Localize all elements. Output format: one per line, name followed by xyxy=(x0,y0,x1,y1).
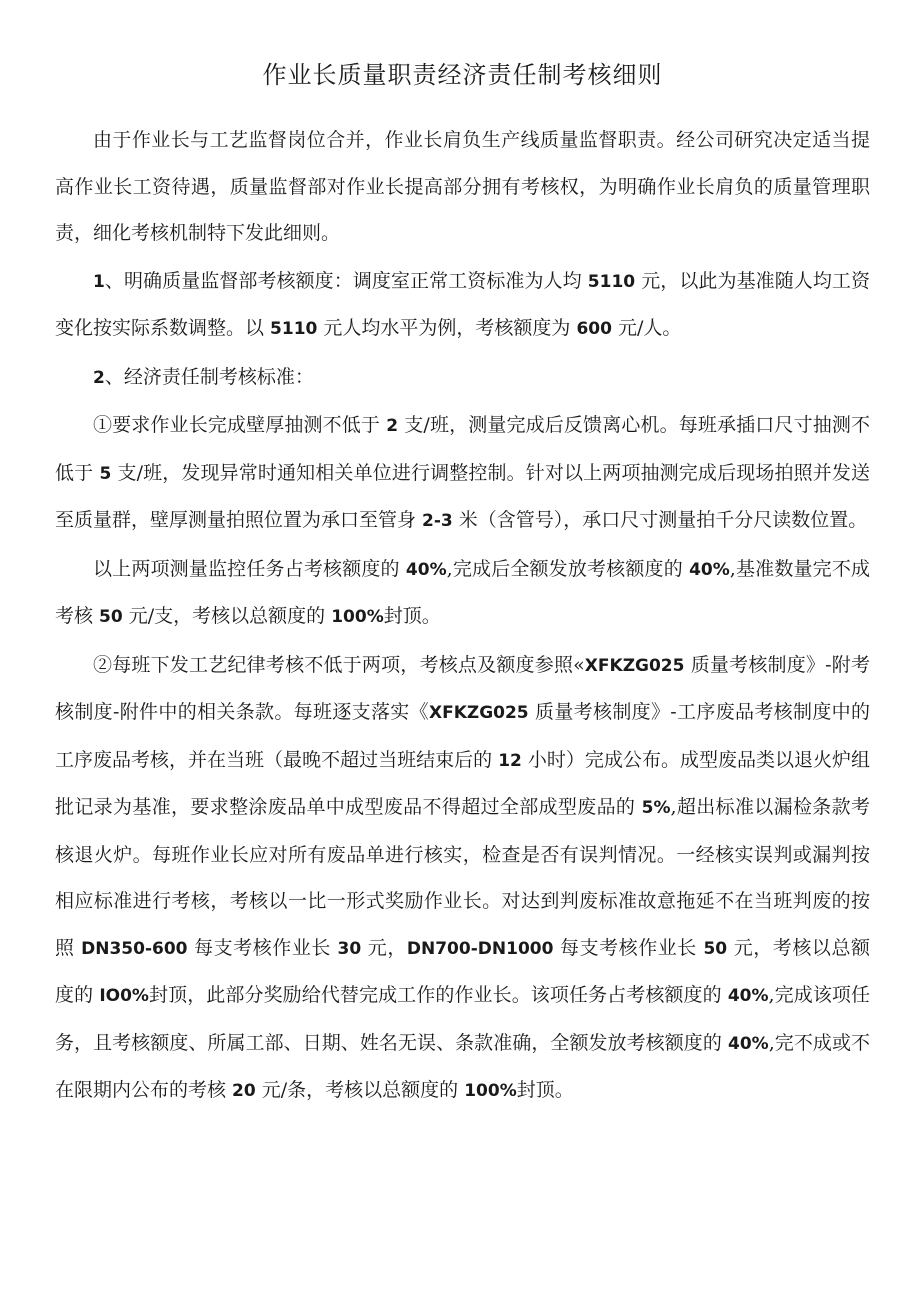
document-body xyxy=(55,117,870,1115)
document-title: 作业长质量职责经济责任制考核细则 xyxy=(262,61,663,89)
intro-paragraph: 由于作业长与工艺监督岗位合并，作业长肩负生产线质量监督职责。经公司研究决定适当提高作业长工资待遇，质量监督部对作业长提高部分拥有考核权，为明确作业长肩负的质量管理职责，细化考核机制特下发此细则。 xyxy=(55,129,870,244)
item-1-weight-paragraph: 以上两项测量监控任务占考核额度的 40%,完成后全额发放考核额度的 40%,基准数量完不成考核 50 元/支，考核以总额度的 100%封顶。 xyxy=(55,557,871,627)
item-2-discipline-paragraph: ②每班下发工艺纪律考核不低于两项，考核点及额度参照«XFKZG025 质量考核制度》-附考核制度-附件中的相关条款。每班逐支落实《XFKZG025 质量考核制度》-工序废品考核制度中的工序废品考核，并在当班（最晚不超过当班结束后的 12 小时）完成公布。成型废品类以退火炉组批记录为基准，要求整涂废品单中成型废品不得超过全部成型废品的 5%,超出标准以漏检条款考核退火炉。每班作业长应对所有废品单进行核实，检查是否有误判情况。一经核实误判或漏判按相应标准进行考核，考核以一比一形式奖励作业长。对达到判废标准故意拖延不在当班判废的按照 DN350-600 每支考核作业长 30 元，DN700-DN1000 每支考核作业长 50 元，考核以总额度的 IO0%封顶，此部分奖励给代替完成工作的作业长。该项任务占考核额度的 40%,完成该项任务，且考核额度、所属工部、日期、姓名无误、条款准确，全额发放考核额度的 40%,完不成或不在限期内公布的考核 20 元/条，考核以总额度的 100%封顶。 xyxy=(55,653,871,1101)
section-2-heading: 2、经济责任制考核标准： xyxy=(93,365,314,388)
section-1-quota-paragraph: 1、明确质量监督部考核额度：调度室正常工资标准为人均 5110 元，以此为基准随人均工资变化按实际系数调整。以 5110 元人均水平为例，考核额度为 600 元/人。 xyxy=(55,269,870,339)
item-1-measurement-paragraph: ①要求作业长完成壁厚抽测不低于 2 支/班，测量完成后反馈离心机。每班承插口尺寸抽测不低于 5 支/班，发现异常时通知相关单位进行调整控制。针对以上两项抽测完成后现场拍照并发送至质量群，壁厚测量拍照位置为承口至管身 2-3 米（含管号），承口尺寸测量拍千分尺读数位置。 xyxy=(55,414,870,531)
